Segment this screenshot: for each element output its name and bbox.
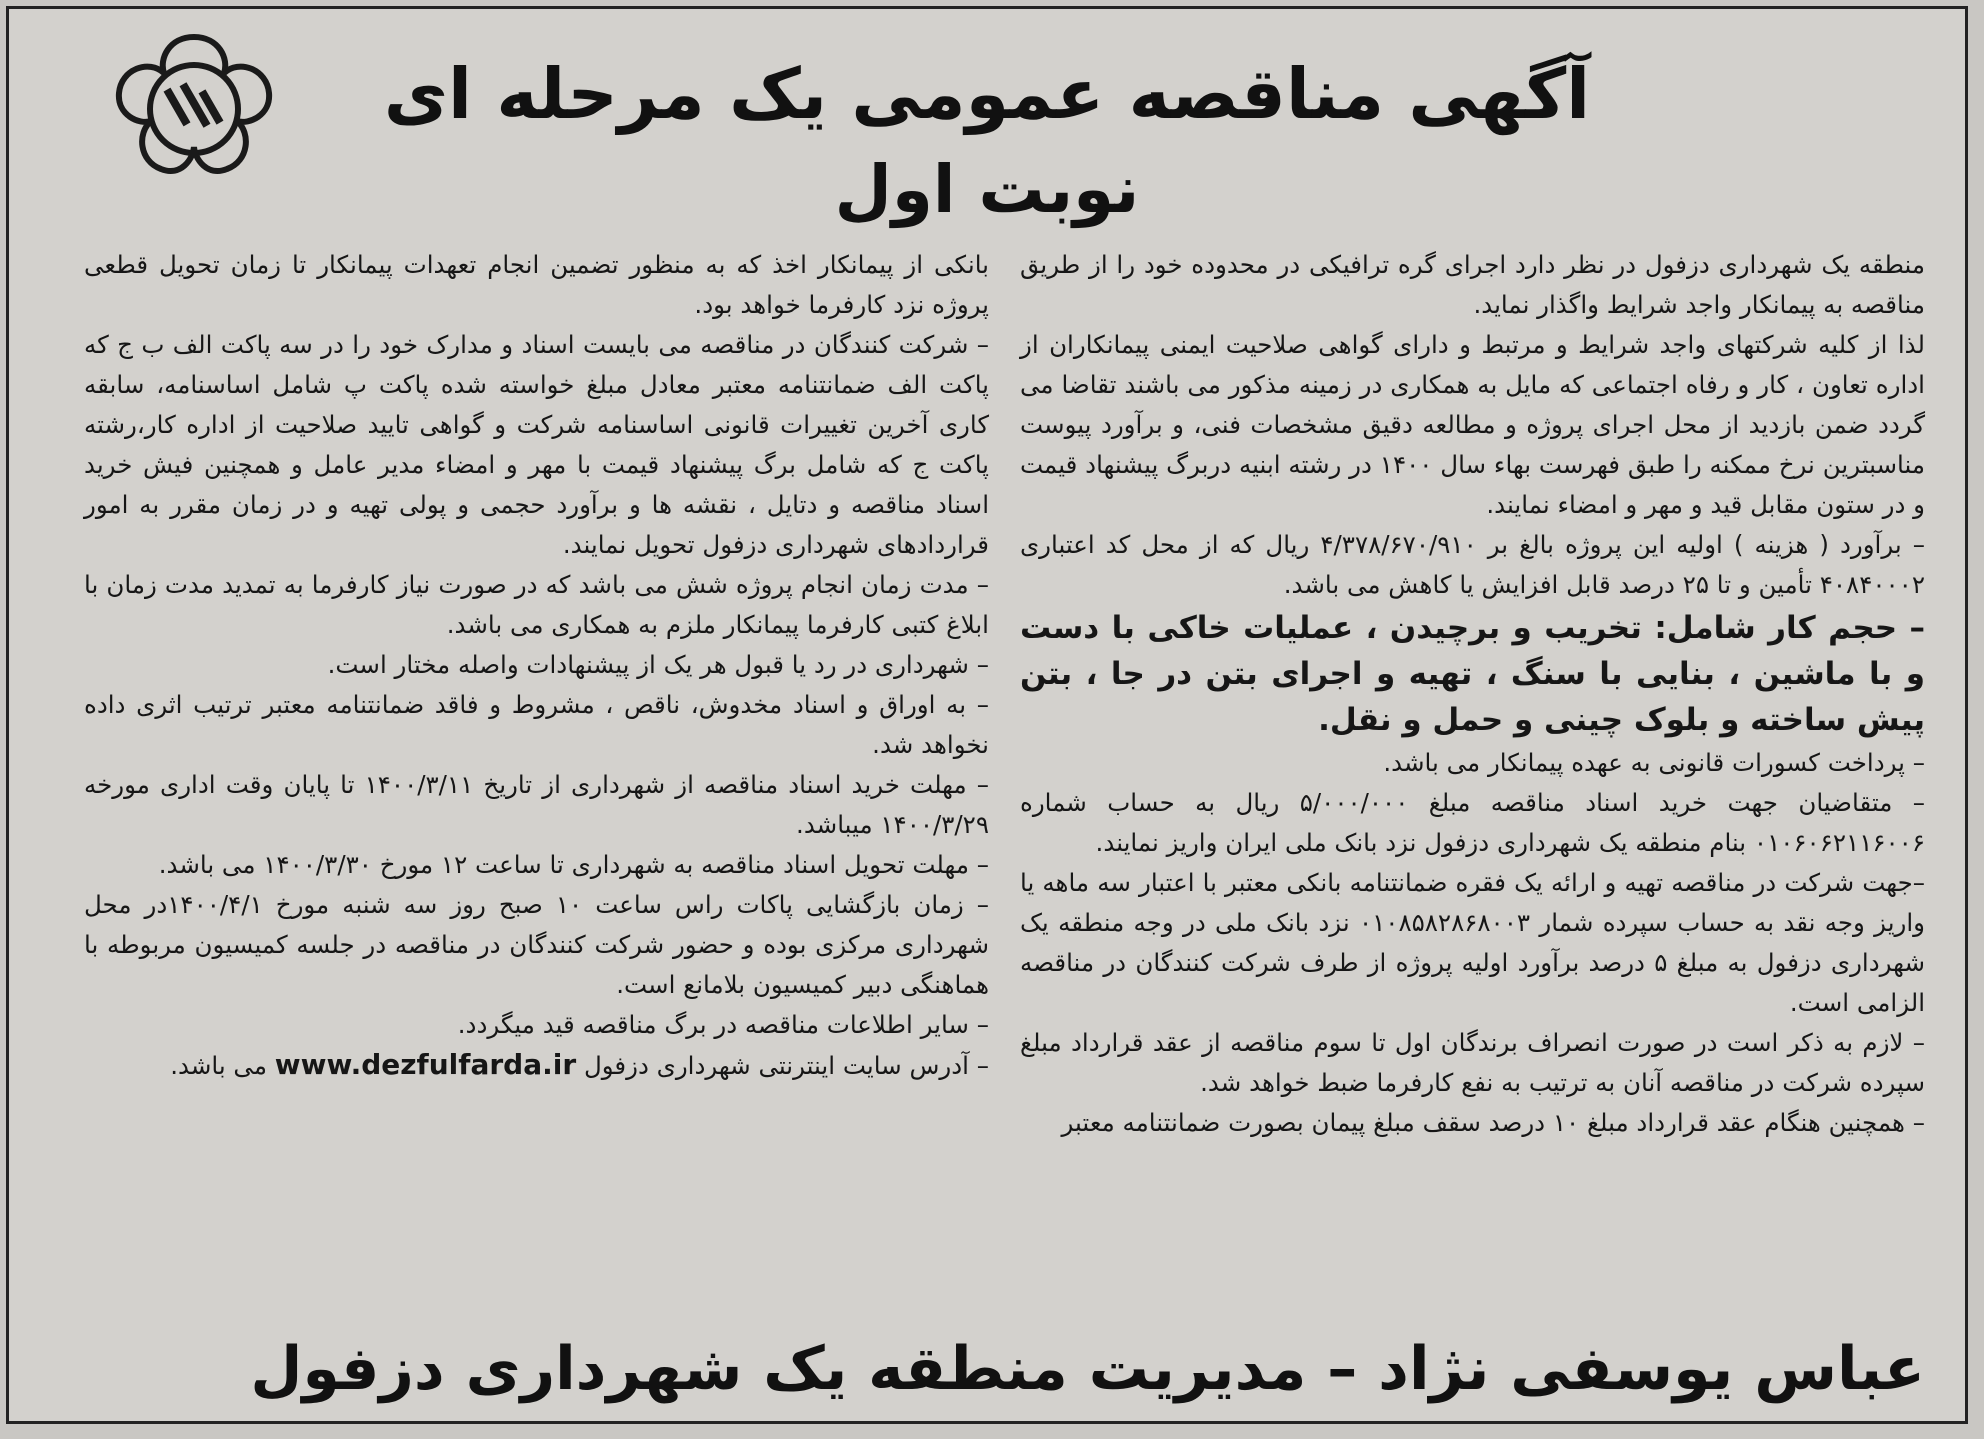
paragraph: – شرکت کنندگان در مناقصه می بایست اسناد و مدارک خود را در سه پاکت الف ب ج که پاکت الف ضمانتنامه معتبر معادل مبلغ خواسته شده پاکت پ شامل اساسنامه، سابقه کاری آخرین تغییرات قانونی اساسنامه شرکت و گواهی تایید صلاحیت از اداره کار،رشته پاکت ج که شامل برگ پیشنهاد قیمت با مهر و امضاء مدیر عامل و همچنین فیش خرید اسناد مناقصه و دتایل ، نقشه ها و برآورد حجمی و پولی تهیه و در زمان مقرر به امور قراردادهای شهرداری دزفول تحویل نمایند. (84, 330, 989, 559)
paragraph: منطقه یک شهرداری دزفول در نظر دارد اجرای گره ترافیکی در محدوده خود را از طریق مناقصه به پیمانکار واجد شرایط واگذار نماید. (1020, 250, 1925, 319)
paragraph: – مدت زمان انجام پروژه شش می باشد که در صورت نیاز کارفرما به تمدید مدت زمان با ابلاغ کتبی کارفرما پیمانکار ملزم به همکاری می باشد. (84, 570, 989, 639)
paragraph: – مهلت خرید اسناد مناقصه از شهرداری از تاریخ ۱۴۰۰/۳/۱۱ تا پایان وقت اداری مورخه ۱۴۰۰/۳/۲۹ میباشد. (84, 770, 989, 839)
tender-notice (6, 6, 1968, 1424)
paragraph: – شهرداری در رد یا قبول هر یک از پیشنهادات واصله مختار است. (327, 650, 989, 679)
paragraph: – زمان بازگشایی پاکات راس ساعت ۱۰ صبح روز سه شنبه مورخ ۱۴۰۰/۴/۱در محل شهرداری مرکزی بوده و حضور شرکت کنندگان در مناقصه در جلسه کمیسیون مربوطه با هماهنگی دبیر کمیسیون بلامانع است. (84, 890, 990, 999)
municipality-logo-icon (99, 29, 289, 189)
website-prefix: – آدرس سایت اینترنتی شهرداری دزفول (583, 1051, 989, 1080)
signature: عباس یوسفی نژاد – مدیریت منطقه یک شهرداری دزفول (250, 1334, 1925, 1404)
notice-title: آگهی مناقصه عمومی یک مرحله ای (383, 53, 1591, 135)
website-suffix: می باشد. (170, 1051, 267, 1080)
website-paragraph (84, 1045, 989, 1086)
paragraph: لذا از کلیه شرکتهای واجد شرایط و مرتبط و دارای گواهی صلاحیت ایمنی پیمانکاران از اداره تعاون ، کار و رفاه اجتماعی که مایل به همکاری در زمینه مذکور می باشند تقاضا می گردد ضمن بازدید از محل اجرای پروژه و مطالعه دقیق مشخصات فنی، و برآورد پیوست مناسبترین نرخ ممکنه را طبق فهرست بهاء سال ۱۴۰۰ در رشته ابنیه دربرگ پیشنهاد قیمت و در ستون مقابل قید و مهر و امضاء نمایند. (1020, 330, 1926, 519)
paragraph: – به اوراق و اسناد مخدوش، ناقص ، مشروط و فاقد ضمانتنامه معتبر ترتیب اثری داده نخواهد شد. (84, 690, 989, 759)
website-link[interactable]: www.dezfulfarda.ir (274, 1048, 577, 1081)
paragraph: – برآورد ( هزینه ) اولیه این پروژه بالغ بر ۴/۳۷۸/۶۷۰/۹۱۰ ریال که از محل کد اعتباری ۴۰۸۴۰۰۰۲ تأمین و تا ۲۵ درصد قابل افزایش یا کاهش می باشد. (1020, 530, 1925, 599)
paragraph: – همچنین هنگام عقد قرارداد مبلغ ۱۰ درصد سقف مبلغ پیمان بصورت ضمانتنامه معتبر (1061, 1108, 1925, 1137)
paragraph: – لازم به ذکر است در صورت انصراف برندگان اول تا سوم مناقصه از عقد قرارداد مبلغ سپرده شرکت در مناقصه آنان به ترتیب به نفع کارفرما ضبط خواهد شد. (1020, 1028, 1925, 1097)
paragraph: –جهت شرکت در مناقصه تهیه و ارائه یک فقره ضمانتنامه بانکی معتبر با اعتبار سه ماهه یا واریز وجه نقد به حساب سپرده شمار ۰۱۰۸۵۸۲۸۶۸۰۰۳ نزد بانک ملی در وجه منطقه یک شهرداری دزفول به مبلغ ۵ درصد برآورد اولیه پروژه از طرف شرکت کنندگان در مناقصه الزامی است. (1020, 868, 1925, 1017)
notice-subtitle: نوبت اول (834, 151, 1140, 228)
paragraph: – متقاضیان جهت خرید اسناد مناقصه مبلغ ۵/۰۰۰/۰۰۰ ریال به حساب شماره ۰۱۰۶۰۶۲۱۱۶۰۰۶ بنام منطقه یک شهرداری دزفول نزد بانک ملی ایران واریز نمایند. (1020, 788, 1925, 857)
paragraph: – مهلت تحویل اسناد مناقصه به شهرداری تا ساعت ۱۲ مورخ ۱۴۰۰/۳/۳۰ می باشد. (158, 850, 989, 879)
paragraph: – سایر اطلاعات مناقصه در برگ مناقصه قید میگردد. (457, 1010, 989, 1039)
paragraph: – پرداخت کسورات قانونی به عهده پیمانکار می باشد. (1383, 748, 1925, 777)
right-column (1020, 245, 1925, 1325)
paragraph: بانکی از پیمانکار اخذ که به منظور تضمین انجام تعهدات پیمانکار تا زمان تحویل قطعی پروژه نزد کارفرما خواهد بود. (84, 250, 989, 319)
work-scope-paragraph: – حجم کار شامل: تخریب و برچیدن ، عملیات خاکی با دست و با ماشین ، بنایی با سنگ ، تهیه و اجرای بتن در جا ، بتن پیش ساخته و بلوک چینی و حمل و نقل. (1020, 610, 1925, 738)
left-column (84, 245, 989, 1325)
